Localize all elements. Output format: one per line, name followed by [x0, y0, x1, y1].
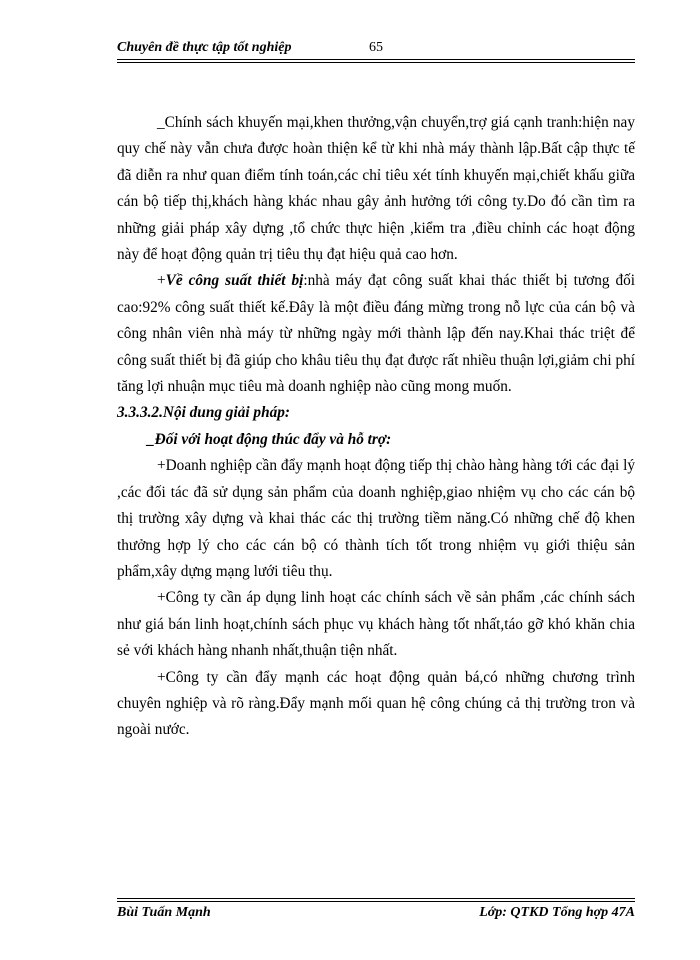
paragraph-marketing: +Doanh nghiệp cần đẩy mạnh hoạt động tiếp thị chào hàng hàng tới các đại lý ,các đối tác đã sử dụng sản phẩm của doanh nghiệp,giao nhiệm vụ cho các cán bộ thị trường xây dựng và khai thác các thị trường tiềm năng.Có những chế độ khen thưởng hợp lý cho các cán bộ có thành tích tốt trong nhiệm vụ giới thiệu sản phẩm,xây dựng mạng lưới tiêu thụ. — [117, 457, 635, 580]
emphasis-equipment-capacity: Về công suất thiết bị — [165, 272, 304, 290]
paragraph-prefix: + — [157, 272, 166, 290]
footer-class: Lớp: QTKD Tổng hợp 47A — [479, 905, 635, 920]
header-title: Chuyên đề thực tập tốt nghiệp — [117, 40, 292, 55]
document-body — [117, 110, 635, 744]
paragraph-product-policy: +Công ty cần áp dụng linh hoạt các chính sách về sản phẩm ,các chính sách như giá bán linh hoạt,chính sách phục vụ khách hàng tốt nhất,táo gỡ khó khăn chia sẻ với khách hàng nhanh nhất,thuận tiện nhất. — [117, 589, 635, 660]
subsection-heading: _Đối với hoạt động thúc đẩy và hỗ trợ: — [147, 430, 392, 448]
paragraph-promotion-policy: _Chính sách khuyến mại,khen thưởng,vận chuyển,trợ giá cạnh tranh:hiện nay quy chế này vẫn chưa được hoàn thiện kể từ khi nhà máy thành lập.Bất cập thực tế đã diễn ra như quan điểm tính toán,các chỉ tiêu xét tính khuyến mại,chiết khấu giữa cán bộ tiếp thị,khách hàng khác nhau gây ảnh hưởng tới công ty.Do đó cần tìm ra những giải pháp xây dựng ,tổ chức thực hiện ,kiểm tra ,điều chỉnh các hoạt động này để hoạt động quản trị tiêu thụ đạt hiệu quả cao hơn. — [117, 114, 635, 264]
footer-divider — [117, 898, 635, 902]
footer-author: Bùi Tuấn Mạnh — [117, 905, 211, 920]
paragraph-promotion-activities: +Công ty cần đẩy mạnh các hoạt động quản bá,có những chương trình chuyên nghiệp và rõ ràng.Đẩy mạnh mối quan hệ công chúng cả thị trường tron và ngoài nước. — [117, 668, 635, 739]
section-heading: 3.3.3.2.Nội dung giải pháp: — [117, 404, 290, 422]
paragraph-equipment-capacity — [117, 268, 635, 400]
header-divider — [117, 59, 635, 63]
page-number: 65 — [369, 40, 383, 55]
paragraph-equipment-text: :nhà máy đạt công suất khai thác thiết bị tương đối cao:92% công suất thiết kế.Đây là một điều đáng mừng trong nỗ lực của cán bộ và công nhân viên nhà máy từ những ngày mới thành lập đến nay.Khai thác triệt để công suất thiết bị đã giúp cho khâu tiêu thụ đạt được rất nhiều thuận lợi,giảm chi phí tăng lợi nhuận mục tiêu mà doanh nghiệp nào cũng mong muốn. — [117, 272, 636, 396]
